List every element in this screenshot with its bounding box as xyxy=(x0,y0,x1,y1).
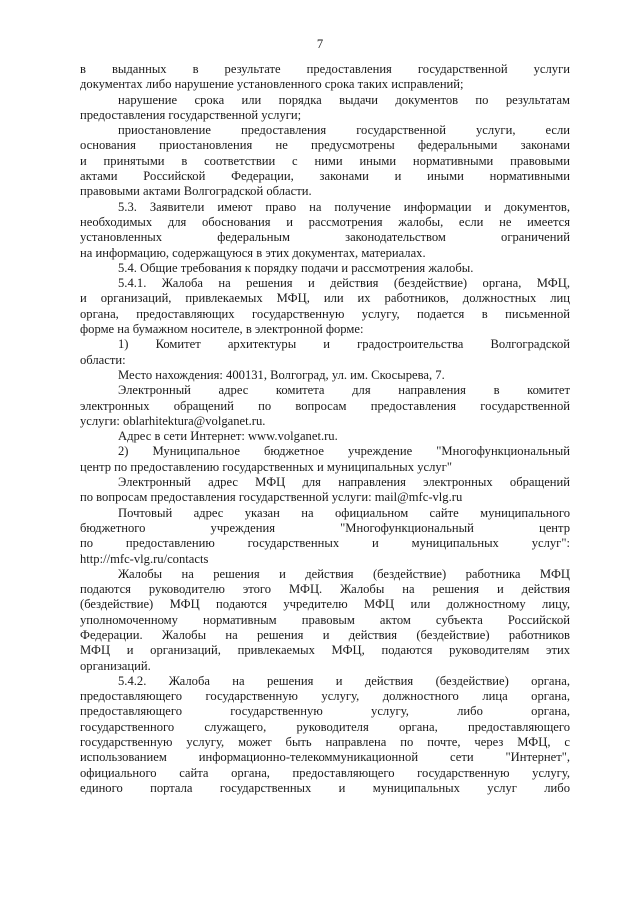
text-line: 5.4.2. Жалоба на решения и действия (бездействие) органа, xyxy=(118,673,570,688)
text-line: единого портала государственных и муниципальных услуг либо xyxy=(80,780,570,795)
text-line: 1) Комитет архитектуры и градостроительства Волгоградской xyxy=(118,337,570,352)
text-line: приостановление предоставления государственной услуги, если xyxy=(118,123,570,138)
text-line: организаций. xyxy=(80,658,151,673)
text-line: http://mfc-vlg.ru/contacts xyxy=(80,551,209,566)
text-line: предоставляющего государственную услугу, должностного лица органа, xyxy=(80,689,570,704)
text-line: 5.4.1. Жалоба на решения и действия (бездействие) органа, МФЦ, xyxy=(118,276,570,291)
text-line: нарушение срока или порядка выдачи документов по результатам xyxy=(118,92,570,107)
text-line: Почтовый адрес указан на официальном сайте муниципального xyxy=(118,505,570,520)
text-line: МФЦ и организаций, привлекаемых МФЦ, подаются руководителям этих xyxy=(80,643,570,658)
text-line: государственного служащего, руководителя органа, предоставляющего xyxy=(80,719,570,734)
text-line: и организаций, привлекаемых МФЦ, или их работников, должностных лиц xyxy=(80,291,570,306)
text-line: Федерации. Жалобы на решения и действия (бездействие) работников xyxy=(80,627,570,642)
text-line: подаются руководителю этого МФЦ. Жалобы на решения и действия xyxy=(80,582,570,597)
text-line: Адрес в сети Интернет: www.volganet.ru. xyxy=(118,429,338,444)
text-line: уполномоченному нормативным правовым актом субъекта Российской xyxy=(80,612,570,627)
text-line: документах либо нарушение установленного срока таких исправлений; xyxy=(80,77,464,92)
text-line: государственную услугу, может быть направлена по почте, через МФЦ, с xyxy=(80,735,570,750)
text-line: в выданных в результате предоставления государственной услуги xyxy=(80,62,570,76)
text-line: по вопросам предоставления государственной услуги: mail@mfc-vlg.ru xyxy=(80,490,463,505)
text-line: электронных обращений по вопросам предоставления государственной xyxy=(80,398,570,413)
text-line: Место нахождения: 400131, Волгоград, ул. им. Скосырева, 7. xyxy=(118,367,445,382)
text-line: необходимых для обоснования и рассмотрения жалобы, если не имеется xyxy=(80,214,570,229)
text-line: центр по предоставлению государственных и муниципальных услуг" xyxy=(80,459,452,474)
text-line: предоставляющего государственную услугу, либо органа, xyxy=(80,704,570,719)
text-line: (бездействие) МФЦ подаются учредителю МФЦ или должностному лицу, xyxy=(80,597,570,612)
text-line: установленных федеральным законодательством ограничений xyxy=(80,230,570,245)
text-line: официального сайта органа, предоставляющего государственную услугу, xyxy=(80,765,570,780)
text-line: правовыми актами Волгоградской области. xyxy=(80,184,312,199)
text-line: 2) Муниципальное бюджетное учреждение "Многофункциональный xyxy=(118,444,570,459)
text-line: 5.3. Заявители имеют право на получение информации и документов, xyxy=(118,199,570,214)
text-line: на информацию, содержащуюся в этих документах, материалах. xyxy=(80,245,426,260)
text-line: области: xyxy=(80,352,126,367)
text-line: использованием информационно-телекоммуникационной сети "Интернет", xyxy=(80,750,570,765)
text-line: услуги: oblarhitektura@volganet.ru. xyxy=(80,413,266,428)
text-line: по предоставлению государственных и муниципальных услуг": xyxy=(80,536,570,551)
text-line: Электронный адрес МФЦ для направления электронных обращений xyxy=(118,475,570,490)
text-line: органа, предоставляющих государственную услугу, подается в письменной xyxy=(80,306,570,321)
text-line: основания приостановления не предусмотрены федеральными законами xyxy=(80,138,570,153)
text-line: предоставления государственной услуги; xyxy=(80,107,302,122)
document-body xyxy=(80,62,570,796)
text-line: форме на бумажном носителе, в электронной форме: xyxy=(80,322,364,337)
text-line: бюджетного учреждения "Многофункциональный центр xyxy=(80,520,570,535)
text-line: и принятыми в соответствии с ними иными нормативными правовыми xyxy=(80,153,570,168)
page-number: 7 xyxy=(316,37,324,51)
text-line: актами Российской Федерации, законами и иными нормативными xyxy=(80,169,570,184)
text-line: Электронный адрес комитета для направления в комитет xyxy=(118,383,570,398)
text-line: 5.4. Общие требования к порядку подачи и рассмотрения жалобы. xyxy=(118,260,474,275)
text-line: Жалобы на решения и действия (бездействие) работника МФЦ xyxy=(118,566,570,581)
